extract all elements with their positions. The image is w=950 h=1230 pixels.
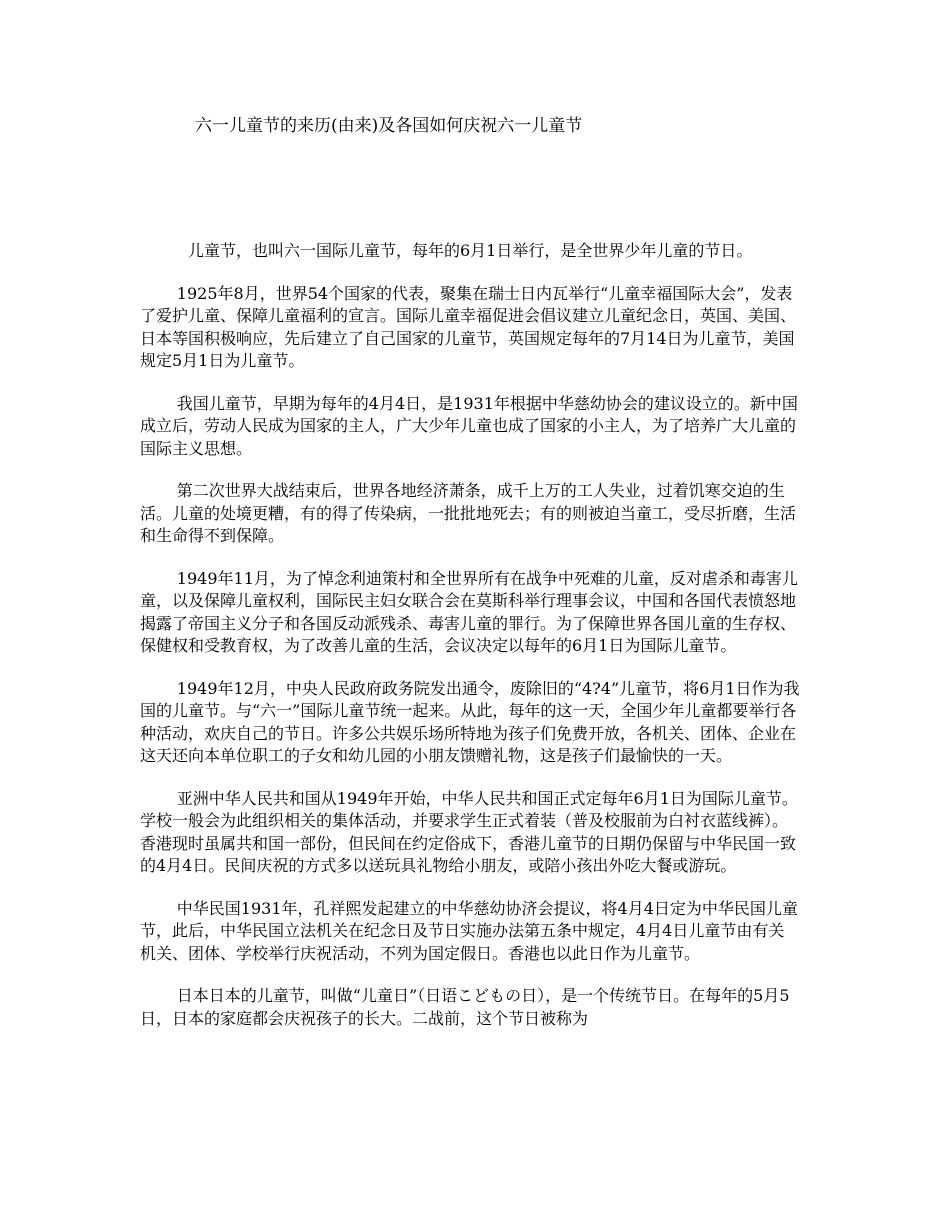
paragraph-6: 1949年12月，中央人民政府政务院发出通令，废除旧的“4?4”儿童节，将6月1日作为我国的儿童节。与“六一”国际儿童节统一起来。从此，每年的这一天，全国少年儿童都要举行各种活动，欢庆自己的节日。许多公共娱乐场所特地为孩子们免费开放，各机关、团体、企业在这天还向本单位职工的子女和幼儿园的小朋友馈赠礼物，这是孩子们最愉快的一天。 bbox=[140, 678, 800, 765]
paragraph-1: 儿童节，也叫六一国际儿童节，每年的6月1日举行，是全世界少年儿童的节日。 bbox=[188, 241, 753, 260]
paragraph-7: 亚洲中华人民共和国从1949年开始，中华人民共和国正式定每年6月1日为国际儿童节。学校一般会为此组织相关的集体活动，并要求学生正式着装（普及校服前为白衬衣蓝线裤）。香港现时虽属共和国一部份，但民间在约定俗成下，香港儿童节的日期仍保留与中华民国一致的4月4日。民间庆祝的方式多以送玩具礼物给小朋友，或陪小孩出外吃大餐或游玩。 bbox=[140, 788, 798, 875]
paragraph-5: 1949年11月，为了悼念利迪策村和全世界所有在战争中死难的儿童，反对虐杀和毒害儿童，以及保障儿童权利，国际民主妇女联合会在莫斯科举行理事会议，中国和各国代表愤怒地揭露了帝国主义分子和各国反动派残杀、毒害儿童的罪行。为了保障世界各国儿童的生存权、保健权和受教育权，为了改善儿童的生活，会议决定以每年的6月1日为国际儿童节。 bbox=[140, 568, 798, 655]
document-title: 六一儿童节的来历(由来)及各国如何庆祝六一儿童节 bbox=[195, 116, 583, 136]
paragraph-9: 日本日本的儿童节，叫做“儿童日”（日语こどもの日），是一个传统节日。在每年的5月5日，日本的家庭都会庆祝孩子的长大。二战前，这个节日被称为 bbox=[140, 986, 790, 1028]
paragraph-8: 中华民国1931年，孔祥熙发起建立的中华慈幼协济会提议，将4月4日定为中华民国儿童节，此后，中华民国立法机关在纪念日及节日实施办法第五条中规定，4月4日儿童节由有关机关、团体、学校举行庆祝活动，不列为国定假日。香港也以此日作为儿童节。 bbox=[140, 898, 798, 963]
document-body bbox=[140, 240, 800, 1050]
paragraph-2: 1925年8月，世界54个国家的代表，聚集在瑞士日内瓦举行“儿童幸福国际大会”，发表了爱护儿童、保障儿童福利的宣言。国际儿童幸福促进会倡议建立儿童纪念日，英国、美国、日本等国积极响应，先后建立了自己国家的儿童节，英国规定每年的7月14日为儿童节，美国规定5月1日为儿童节。 bbox=[140, 283, 797, 370]
paragraph-4: 第二次世界大战结束后，世界各地经济萧条，成千上万的工人失业，过着饥寒交迫的生活。儿童的处境更糟，有的得了传染病，一批批地死去；有的则被迫当童工，受尽折磨，生活和生命得不到保障。 bbox=[140, 481, 797, 545]
paragraph-3: 我国儿童节，早期为每年的4月4日，是1931年根据中华慈幼协会的建议设立的。新中国成立后，劳动人民成为国家的主人，广大少年儿童也成了国家的小主人，为了培养广大儿童的国际主义思想。 bbox=[140, 393, 798, 458]
